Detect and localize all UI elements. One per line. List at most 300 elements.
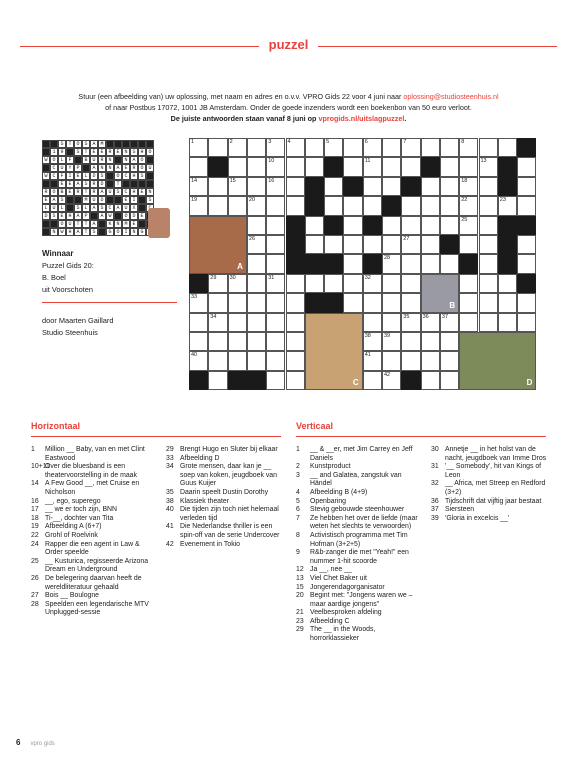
mini-cell: E (90, 148, 98, 156)
grid-cell[interactable] (228, 332, 247, 351)
grid-cell[interactable] (286, 332, 305, 351)
mini-cell: N (50, 228, 58, 236)
grid-cell (517, 138, 536, 157)
mini-cell: A (90, 204, 98, 212)
grid-cell[interactable] (421, 313, 440, 332)
grid-cell[interactable] (401, 313, 420, 332)
grid-cell (363, 216, 382, 235)
mini-cell: S (50, 212, 58, 220)
clue-number: 5 (326, 139, 330, 145)
mini-cell: O (114, 172, 122, 180)
clue-number: 23 (296, 617, 304, 625)
grid-cell (343, 177, 362, 196)
grid-cell[interactable] (401, 138, 420, 157)
grid-cell[interactable] (459, 293, 478, 312)
mini-cell (90, 212, 98, 220)
grid-cell[interactable] (401, 157, 420, 176)
mini-cell (82, 164, 90, 172)
clue-number: 13 (296, 574, 304, 582)
clue-number: 3 (268, 139, 272, 145)
grid-cell[interactable] (498, 138, 517, 157)
mini-cell (122, 140, 130, 148)
grid-cell[interactable] (421, 371, 440, 390)
grid-cell[interactable] (286, 293, 305, 312)
grid-cell[interactable] (228, 351, 247, 370)
grid-cell[interactable] (247, 216, 266, 235)
mini-cell: P (82, 212, 90, 220)
mini-cell (146, 156, 154, 164)
clue-text: Brengt Hugo en Sluter bij elkaar (180, 446, 278, 453)
grid-cell[interactable] (382, 177, 401, 196)
grid-cell[interactable] (247, 313, 266, 332)
grid-cell[interactable] (286, 313, 305, 332)
grid-cell[interactable] (382, 371, 401, 390)
photo-c (305, 313, 363, 391)
mini-cell: N (146, 188, 154, 196)
winner-block (42, 248, 177, 296)
mini-cell (138, 196, 146, 204)
mini-cell: A (90, 220, 98, 228)
grid-cell[interactable] (459, 157, 478, 176)
grid-cell[interactable] (401, 254, 420, 273)
grid-cell[interactable] (266, 332, 285, 351)
grid-cell[interactable] (266, 138, 285, 157)
grid-cell[interactable] (343, 196, 362, 215)
clue-item (296, 472, 422, 489)
clue-number: 5 (296, 497, 300, 505)
mini-cell: I (66, 172, 74, 180)
grid-cell[interactable] (421, 254, 440, 273)
mini-cell: A (114, 164, 122, 172)
grid-cell[interactable] (286, 177, 305, 196)
grid-cell[interactable] (305, 216, 324, 235)
grid-cell[interactable] (324, 177, 343, 196)
grid-cell[interactable] (266, 177, 285, 196)
grid-cell[interactable] (266, 254, 285, 273)
verticaal-rule (296, 436, 546, 437)
grid-cell[interactable] (421, 138, 440, 157)
clue-number: 22 (461, 197, 468, 204)
email-link[interactable]: oplossing@studiosteenhuis.nl (403, 92, 499, 101)
grid-cell (498, 216, 517, 235)
mini-cell: E (58, 180, 66, 188)
mini-cell (42, 180, 50, 188)
mini-cell: R (98, 156, 106, 164)
grid-cell[interactable] (363, 371, 382, 390)
grid-cell[interactable] (440, 332, 459, 351)
clue-text: Kunstproduct (310, 463, 351, 471)
grid-cell[interactable] (401, 216, 420, 235)
grid-cell[interactable] (401, 293, 420, 312)
grid-cell[interactable] (459, 313, 478, 332)
grid-cell[interactable] (440, 138, 459, 157)
clue-text: Annetje __ in het holst van de nacht, jeugdboek van Imme Dros (445, 446, 547, 462)
mini-cell (42, 228, 50, 236)
grid-cell[interactable] (247, 157, 266, 176)
mini-cell (130, 180, 138, 188)
grid-cell[interactable] (305, 235, 324, 254)
grid-cell[interactable] (363, 332, 382, 351)
clue-item (31, 523, 157, 532)
grid-cell[interactable] (459, 216, 478, 235)
mini-cell: A (90, 164, 98, 172)
grid-cell[interactable] (363, 138, 382, 157)
grid-cell (305, 293, 324, 312)
clue-number: 39 (431, 514, 439, 522)
grid-cell[interactable] (305, 138, 324, 157)
mini-cell: 9 (58, 148, 66, 156)
grid-cell[interactable] (459, 138, 478, 157)
mini-cell: W (106, 212, 114, 220)
grid-cell[interactable] (247, 293, 266, 312)
grid-cell[interactable] (189, 196, 208, 215)
grid-cell[interactable] (228, 293, 247, 312)
grid-cell[interactable] (324, 138, 343, 157)
clue-number: 15 (229, 177, 236, 184)
grid-cell[interactable] (324, 235, 343, 254)
grid-cell[interactable] (440, 177, 459, 196)
grid-cell[interactable] (228, 313, 247, 332)
clue-text: __ Africa, met Streep en Redford (3+2) (445, 480, 546, 496)
grid-cell[interactable] (421, 216, 440, 235)
grid-cell[interactable] (401, 196, 420, 215)
mini-cell (50, 140, 58, 148)
grid-cell[interactable] (382, 254, 401, 273)
clue-text: Begint met: "Jongens waren we – maar aardige jongens" (310, 592, 413, 608)
grid-cell[interactable] (440, 351, 459, 370)
grid-cell[interactable] (266, 216, 285, 235)
mini-cell: G (106, 228, 114, 236)
verticaal-clues-col2 (431, 446, 549, 523)
clue-text: 'Gloria in excelcis __' (445, 514, 510, 522)
grid-cell[interactable] (440, 216, 459, 235)
grid-cell[interactable] (440, 196, 459, 215)
grid-cell[interactable] (189, 351, 208, 370)
grid-cell[interactable] (382, 274, 401, 293)
grid-cell[interactable] (479, 293, 498, 312)
grid-cell[interactable] (228, 157, 247, 176)
grid-cell[interactable] (382, 313, 401, 332)
clue-number: 34 (210, 313, 217, 320)
grid-cell[interactable] (228, 177, 247, 196)
grid-cell[interactable] (189, 157, 208, 176)
grid-cell[interactable] (421, 332, 440, 351)
mini-cell: D (42, 212, 50, 220)
grid-cell[interactable] (266, 157, 285, 176)
grid-cell[interactable] (228, 138, 247, 157)
grid-cell[interactable] (208, 371, 227, 390)
grid-cell[interactable] (363, 235, 382, 254)
grid-cell[interactable] (266, 235, 285, 254)
winner-title: Winnaar (42, 249, 74, 258)
clue-item (296, 575, 422, 584)
grid-cell[interactable] (208, 138, 227, 157)
horizontaal-clues-col1 (31, 446, 157, 618)
clue-item (296, 626, 422, 643)
mini-cell: P (74, 164, 82, 172)
grid-cell[interactable] (266, 196, 285, 215)
grid-cell[interactable] (363, 313, 382, 332)
grid-cell[interactable] (343, 138, 362, 157)
grid-cell[interactable] (459, 274, 478, 293)
grid-cell[interactable] (363, 351, 382, 370)
grid-cell[interactable] (479, 216, 498, 235)
grid-cell[interactable] (208, 351, 227, 370)
grid-cell[interactable] (343, 293, 362, 312)
grid-cell[interactable] (459, 235, 478, 254)
grid-cell[interactable] (189, 313, 208, 332)
grid-cell (382, 196, 401, 215)
grid-cell[interactable] (479, 157, 498, 176)
grid-cell[interactable] (459, 177, 478, 196)
mini-cell: C (122, 172, 130, 180)
grid-cell[interactable] (498, 274, 517, 293)
clue-text: Die Nederlandse thriller is een spin-off van de serie Undercover (180, 523, 280, 539)
clue-text: Daarin speelt Dustin Dorothy (180, 488, 269, 496)
mini-cell: T (82, 148, 90, 156)
clue-number: 27 (403, 236, 410, 242)
mini-cell: S (90, 228, 98, 236)
mini-cell: U (106, 188, 114, 196)
grid-cell[interactable] (440, 371, 459, 390)
page-number: 6 (16, 738, 21, 747)
clue-item (31, 463, 157, 480)
page-title: puzzel (259, 37, 319, 52)
grid-cell[interactable] (382, 157, 401, 176)
mini-cell: N (98, 164, 106, 172)
grid-cell[interactable] (498, 293, 517, 312)
clue-number: 2 (296, 463, 300, 471)
grid-cell[interactable] (305, 274, 324, 293)
grid-cell[interactable] (498, 196, 517, 215)
grid-cell[interactable] (208, 177, 227, 196)
grid-cell (401, 371, 420, 390)
grid-cell[interactable] (363, 157, 382, 176)
grid-cell[interactable] (286, 138, 305, 157)
mini-cell (106, 196, 114, 204)
grid-cell[interactable] (324, 196, 343, 215)
grid-cell[interactable] (343, 157, 362, 176)
grid-cell[interactable] (305, 157, 324, 176)
clue-number: 37 (431, 506, 439, 514)
grid-cell[interactable] (189, 332, 208, 351)
mini-cell: N (114, 220, 122, 228)
mini-cell: S (98, 172, 106, 180)
clue-number: 41 (364, 352, 371, 359)
clue-number: 17 (31, 506, 39, 514)
grid-cell[interactable] (517, 157, 536, 176)
grid-cell[interactable] (401, 332, 420, 351)
mini-cell (146, 140, 154, 148)
grid-cell[interactable] (266, 371, 285, 390)
grid-cell[interactable] (266, 351, 285, 370)
grid-cell[interactable] (479, 177, 498, 196)
grid-cell[interactable] (517, 254, 536, 273)
grid-cell[interactable] (421, 235, 440, 254)
grid-cell[interactable] (479, 313, 498, 332)
mini-cell: A (130, 156, 138, 164)
clue-number: 18 (31, 514, 39, 522)
clue-item (296, 506, 422, 515)
grid-cell[interactable] (517, 235, 536, 254)
grid-cell[interactable] (363, 274, 382, 293)
grid-cell[interactable] (401, 351, 420, 370)
clue-text: __, ego, superego (45, 497, 101, 505)
mini-cell (138, 180, 146, 188)
grid-cell[interactable] (247, 235, 266, 254)
grid-cell[interactable] (286, 196, 305, 215)
clue-number: 35 (166, 488, 174, 496)
clue-item (31, 558, 157, 575)
credits (42, 315, 177, 339)
clue-item (31, 532, 157, 541)
grid-cell[interactable] (266, 274, 285, 293)
grid-cell[interactable] (382, 332, 401, 351)
grid-cell[interactable] (479, 274, 498, 293)
mini-cell: Y (66, 164, 74, 172)
grid-cell[interactable] (440, 313, 459, 332)
grid-cell[interactable] (343, 216, 362, 235)
grid-cell[interactable] (363, 196, 382, 215)
grid-cell[interactable] (286, 351, 305, 370)
grid-cell[interactable] (208, 332, 227, 351)
mini-cell: S (98, 204, 106, 212)
grid-cell[interactable] (228, 274, 247, 293)
results-link[interactable]: vprogids.nl/uitslagpuzzel (318, 114, 405, 123)
mini-cell: A (74, 228, 82, 236)
grid-cell (498, 235, 517, 254)
grid-cell[interactable] (382, 293, 401, 312)
grid-cell[interactable] (247, 196, 266, 215)
photo-label: A (237, 261, 243, 271)
clue-number: 18 (461, 177, 468, 184)
mini-cell: A (98, 188, 106, 196)
grid-cell[interactable] (421, 196, 440, 215)
clue-number: 8 (296, 531, 300, 539)
grid-cell[interactable] (421, 351, 440, 370)
grid-cell[interactable] (440, 254, 459, 273)
grid-cell[interactable] (517, 177, 536, 196)
grid-cell[interactable] (459, 196, 478, 215)
clue-number: 32 (431, 480, 439, 488)
grid-cell[interactable] (189, 293, 208, 312)
grid-cell[interactable] (286, 371, 305, 390)
mini-cell (138, 220, 146, 228)
clue-text: Openbaring (310, 497, 347, 505)
grid-cell[interactable] (363, 177, 382, 196)
clue-text: Rapper die een agent in Law & Order speelde (45, 540, 140, 557)
grid-cell[interactable] (382, 216, 401, 235)
grid-cell[interactable] (343, 254, 362, 273)
grid-cell[interactable] (324, 274, 343, 293)
grid-cell (421, 157, 440, 176)
mini-cell: C (50, 164, 58, 172)
crossword-grid (189, 138, 537, 390)
mini-cell: H (130, 172, 138, 180)
grid-cell[interactable] (401, 235, 420, 254)
mini-cell (138, 204, 146, 212)
grid-cell (324, 293, 343, 312)
grid-cell[interactable] (479, 254, 498, 273)
grid-cell[interactable] (343, 274, 362, 293)
grid-cell[interactable] (228, 196, 247, 215)
grid-cell[interactable] (517, 196, 536, 215)
grid-cell[interactable] (247, 351, 266, 370)
grid-cell[interactable] (401, 274, 420, 293)
verticaal-heading: Verticaal (296, 421, 334, 431)
mini-cell: A (114, 204, 122, 212)
grid-cell (286, 216, 305, 235)
clue-item (431, 463, 549, 480)
grid-cell[interactable] (247, 138, 266, 157)
grid-cell[interactable] (343, 235, 362, 254)
mini-cell: K (106, 220, 114, 228)
grid-cell (286, 254, 305, 273)
grid-cell[interactable] (382, 235, 401, 254)
clue-number: 42 (384, 371, 391, 378)
grid-cell[interactable] (189, 177, 208, 196)
mini-cell: U (58, 164, 66, 172)
clue-item (296, 498, 422, 507)
grid-cell[interactable] (208, 313, 227, 332)
grid-cell[interactable] (421, 177, 440, 196)
grid-cell[interactable] (189, 138, 208, 157)
grid-cell[interactable] (363, 293, 382, 312)
grid-cell[interactable] (479, 138, 498, 157)
grid-cell[interactable] (517, 293, 536, 312)
mini-cell: A (50, 196, 58, 204)
mini-cell: O (74, 140, 82, 148)
previous-solution (42, 140, 170, 240)
mini-cell: T (66, 140, 74, 148)
grid-cell[interactable] (440, 157, 459, 176)
grid-cell[interactable] (247, 332, 266, 351)
clue-item (166, 506, 284, 523)
grid-cell (247, 371, 266, 390)
mini-cell (130, 140, 138, 148)
grid-cell[interactable] (517, 313, 536, 332)
grid-cell[interactable] (247, 254, 266, 273)
grid-cell[interactable] (266, 293, 285, 312)
clue-number: 25 (461, 216, 468, 223)
grid-cell[interactable] (247, 274, 266, 293)
grid-cell[interactable] (498, 313, 517, 332)
grid-cell[interactable] (208, 196, 227, 215)
grid-cell[interactable] (382, 351, 401, 370)
grid-cell[interactable] (382, 138, 401, 157)
grid-cell[interactable] (479, 196, 498, 215)
grid-cell (324, 157, 343, 176)
clue-number: 30 (431, 446, 439, 453)
grid-cell[interactable] (286, 157, 305, 176)
mini-cell (106, 140, 114, 148)
mini-cell: H (138, 148, 146, 156)
mini-cell: E (122, 196, 130, 204)
clue-number: 37 (441, 313, 449, 320)
mini-cell: E (98, 148, 106, 156)
mini-cell: L (82, 204, 90, 212)
mini-cell (74, 156, 82, 164)
grid-cell[interactable] (266, 313, 285, 332)
grid-cell[interactable] (479, 235, 498, 254)
grid-cell[interactable] (286, 274, 305, 293)
clue-number: 3 (296, 471, 300, 479)
grid-cell[interactable] (208, 274, 227, 293)
clue-item (296, 609, 422, 618)
clue-number: 15 (296, 583, 304, 591)
grid-cell[interactable] (247, 177, 266, 196)
grid-cell[interactable] (208, 293, 227, 312)
